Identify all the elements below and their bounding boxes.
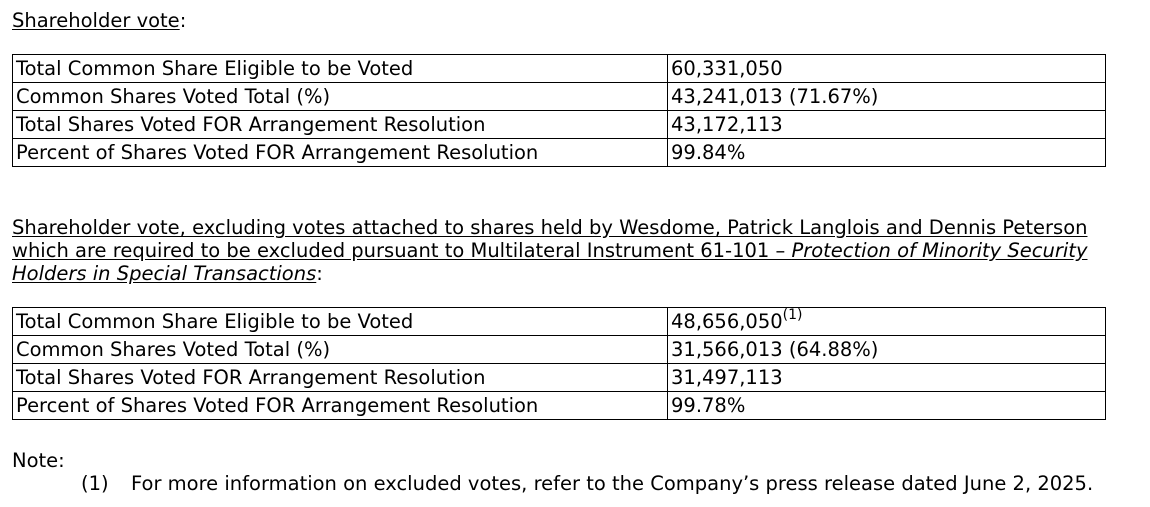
section1-heading [12, 9, 186, 32]
note-number: (1) [81, 472, 109, 495]
section2-heading-line3 [12, 262, 323, 285]
table-row [13, 308, 1106, 336]
row-value: 99.84% [668, 139, 1106, 167]
row-label: Common Shares Voted Total (%) [13, 83, 668, 111]
section2-heading-line2 [12, 239, 1088, 262]
row-label: Percent of Shares Voted FOR Arrangement Resolution [13, 139, 668, 167]
shareholder-vote-table [12, 54, 1106, 167]
instrument-title-italic: Protection of Minority Security [791, 239, 1088, 262]
table-row [13, 139, 1106, 167]
row-label: Percent of Shares Voted FOR Arrangement Resolution [13, 392, 668, 420]
footnote-marker: (1) [782, 307, 803, 323]
table-row [13, 392, 1106, 420]
section2-heading-suffix: : [316, 262, 323, 285]
row-value: 31,566,013 (64.88%) [668, 336, 1106, 364]
section2-heading-line1 [12, 216, 1087, 239]
row-value-text: 48,656,050 [671, 310, 783, 333]
section1-heading-suffix: : [179, 9, 187, 32]
row-label: Total Shares Voted FOR Arrangement Resolution [13, 111, 668, 139]
section1-heading-text: Shareholder vote [12, 9, 180, 32]
table-row [13, 55, 1106, 83]
row-label: Total Common Share Eligible to be Voted [13, 55, 668, 83]
row-value: 31,497,113 [668, 364, 1106, 392]
row-value: 43,172,113 [668, 111, 1106, 139]
row-value: 60,331,050 [668, 55, 1106, 83]
row-label: Total Common Share Eligible to be Voted [13, 308, 668, 336]
section2-heading-text: which are required to be excluded pursuant to Multilateral Instrument 61-101 – [12, 239, 792, 262]
row-value: 99.78% [668, 392, 1106, 420]
table-row [13, 336, 1106, 364]
note-item [81, 472, 1093, 495]
instrument-title-italic: Holders in Special Transactions [12, 262, 317, 285]
row-value [668, 308, 1106, 336]
row-label: Common Shares Voted Total (%) [13, 336, 668, 364]
row-value: 43,241,013 (71.67%) [668, 83, 1106, 111]
section2-heading-text: Shareholder vote, excluding votes attached to shares held by Wesdome, Patrick Langlois and Dennis Peterson [12, 216, 1088, 239]
note-label: Note: [12, 449, 65, 472]
minority-vote-table [12, 307, 1106, 420]
table-row [13, 83, 1106, 111]
table-row [13, 364, 1106, 392]
table-row [13, 111, 1106, 139]
note-text: For more information on excluded votes, refer to the Company’s press release dated June 2, 2025. [131, 472, 1094, 495]
row-label: Total Shares Voted FOR Arrangement Resolution [13, 364, 668, 392]
